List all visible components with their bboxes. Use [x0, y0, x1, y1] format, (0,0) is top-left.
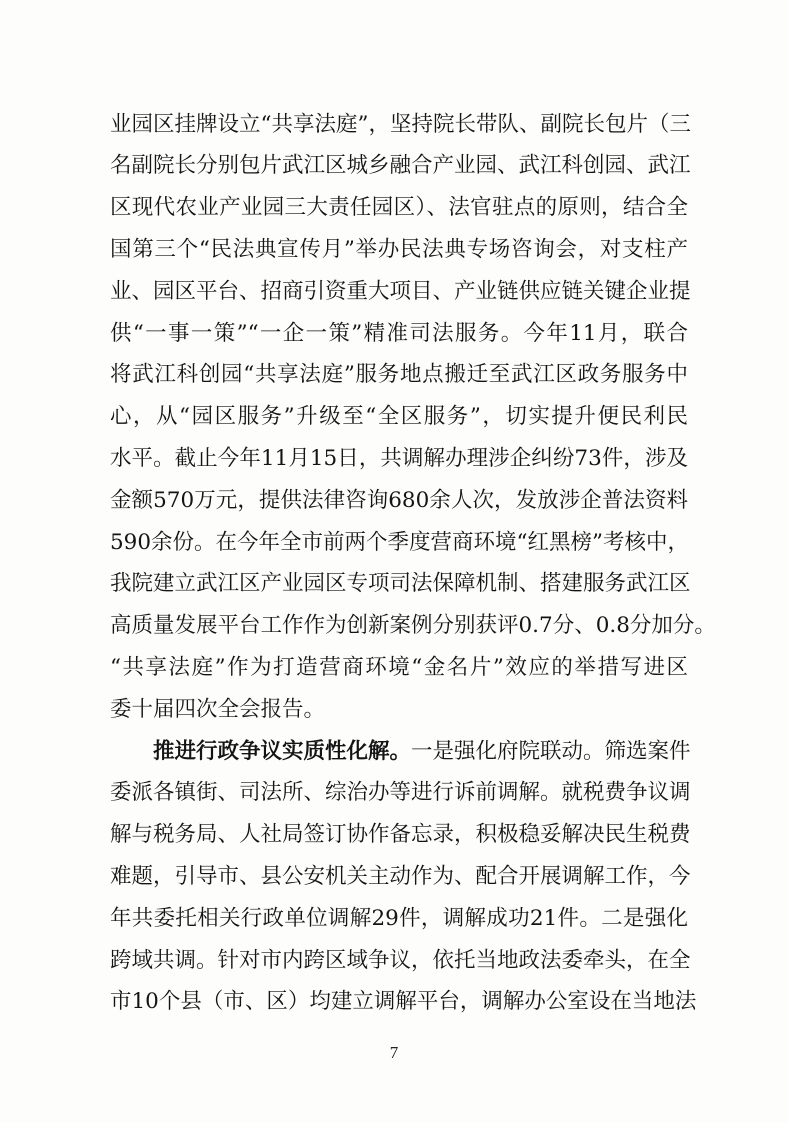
- text-line: 区现代农业产业园三大责任园区）、法官驻点的原则，结合全: [110, 195, 688, 220]
- paragraph-first-line: [153, 737, 691, 767]
- text-line: 高质量发展平台工作作为创新案例分别获评0.7分、0.8分加分。: [110, 613, 716, 638]
- text-line: 解与税务局、人社局签订协作备忘录，积极稳妥解决民生税费: [110, 822, 691, 847]
- text-line: 金额570万元，提供法律咨询680余人次，发放涉企普法资料: [110, 488, 688, 513]
- text-line: 590余份。在今年全市前两个季度营商环境“红黑榜”考核中，: [110, 530, 690, 555]
- text-line: 水平。截止今年11月15日，共调解办理涉企纠纷73件，涉及: [110, 446, 688, 471]
- text-line: “共享法庭”作为打造营商环境“金名片”效应的举措写进区: [110, 655, 688, 680]
- text-line: 国第三个“民法典宣传月”举办民法典专场咨询会，对支柱产: [110, 237, 688, 262]
- text-line: 供“一事一策”“一企一策”精准司法服务。今年11月，联合: [110, 321, 688, 346]
- text-line: 市10个县（市、区）均建立调解平台，调解办公室设在当地法: [110, 989, 697, 1014]
- text-line: 跨域共调。针对市内跨区域争议，依托当地政法委牵头，在全: [110, 948, 691, 973]
- text-line: 我院建立武江区产业园区专项司法保障机制、搭建服务武江区: [110, 571, 691, 596]
- page-number: 7: [389, 1043, 399, 1062]
- text-line: 心，从“园区服务”升级至“全区服务”，切实提升便民利民: [110, 404, 688, 429]
- text-line: 名副院长分别包片武江区城乡融合产业园、武江科创园、武江: [110, 153, 691, 178]
- text-line: 委十届四次全会报告。: [110, 697, 326, 722]
- text-line: 委派各镇街、司法所、综治办等进行诉前调解。就税费争议调: [110, 780, 691, 805]
- text-line: 业、园区平台、招商引资重大项目、产业链供应链关键企业提: [110, 279, 691, 304]
- text-line: 年共委托相关行政单位调解29件，调解成功21件。二是强化: [110, 906, 688, 931]
- bold-heading: 推进行政争议实质性化解。: [153, 739, 412, 764]
- text-line: 将武江科创园“共享法庭”服务地点搬迁至武江区政务服务中: [110, 362, 688, 387]
- text-line: 难题，引导市、县公安机关主动作为、配合开展调解工作，今: [110, 864, 691, 889]
- text-line: 业园区挂牌设立“共享法庭”，坚持院长带队、副院长包片（三: [110, 112, 691, 137]
- text-run: 一是强化府院联动。筛选案件: [411, 739, 691, 764]
